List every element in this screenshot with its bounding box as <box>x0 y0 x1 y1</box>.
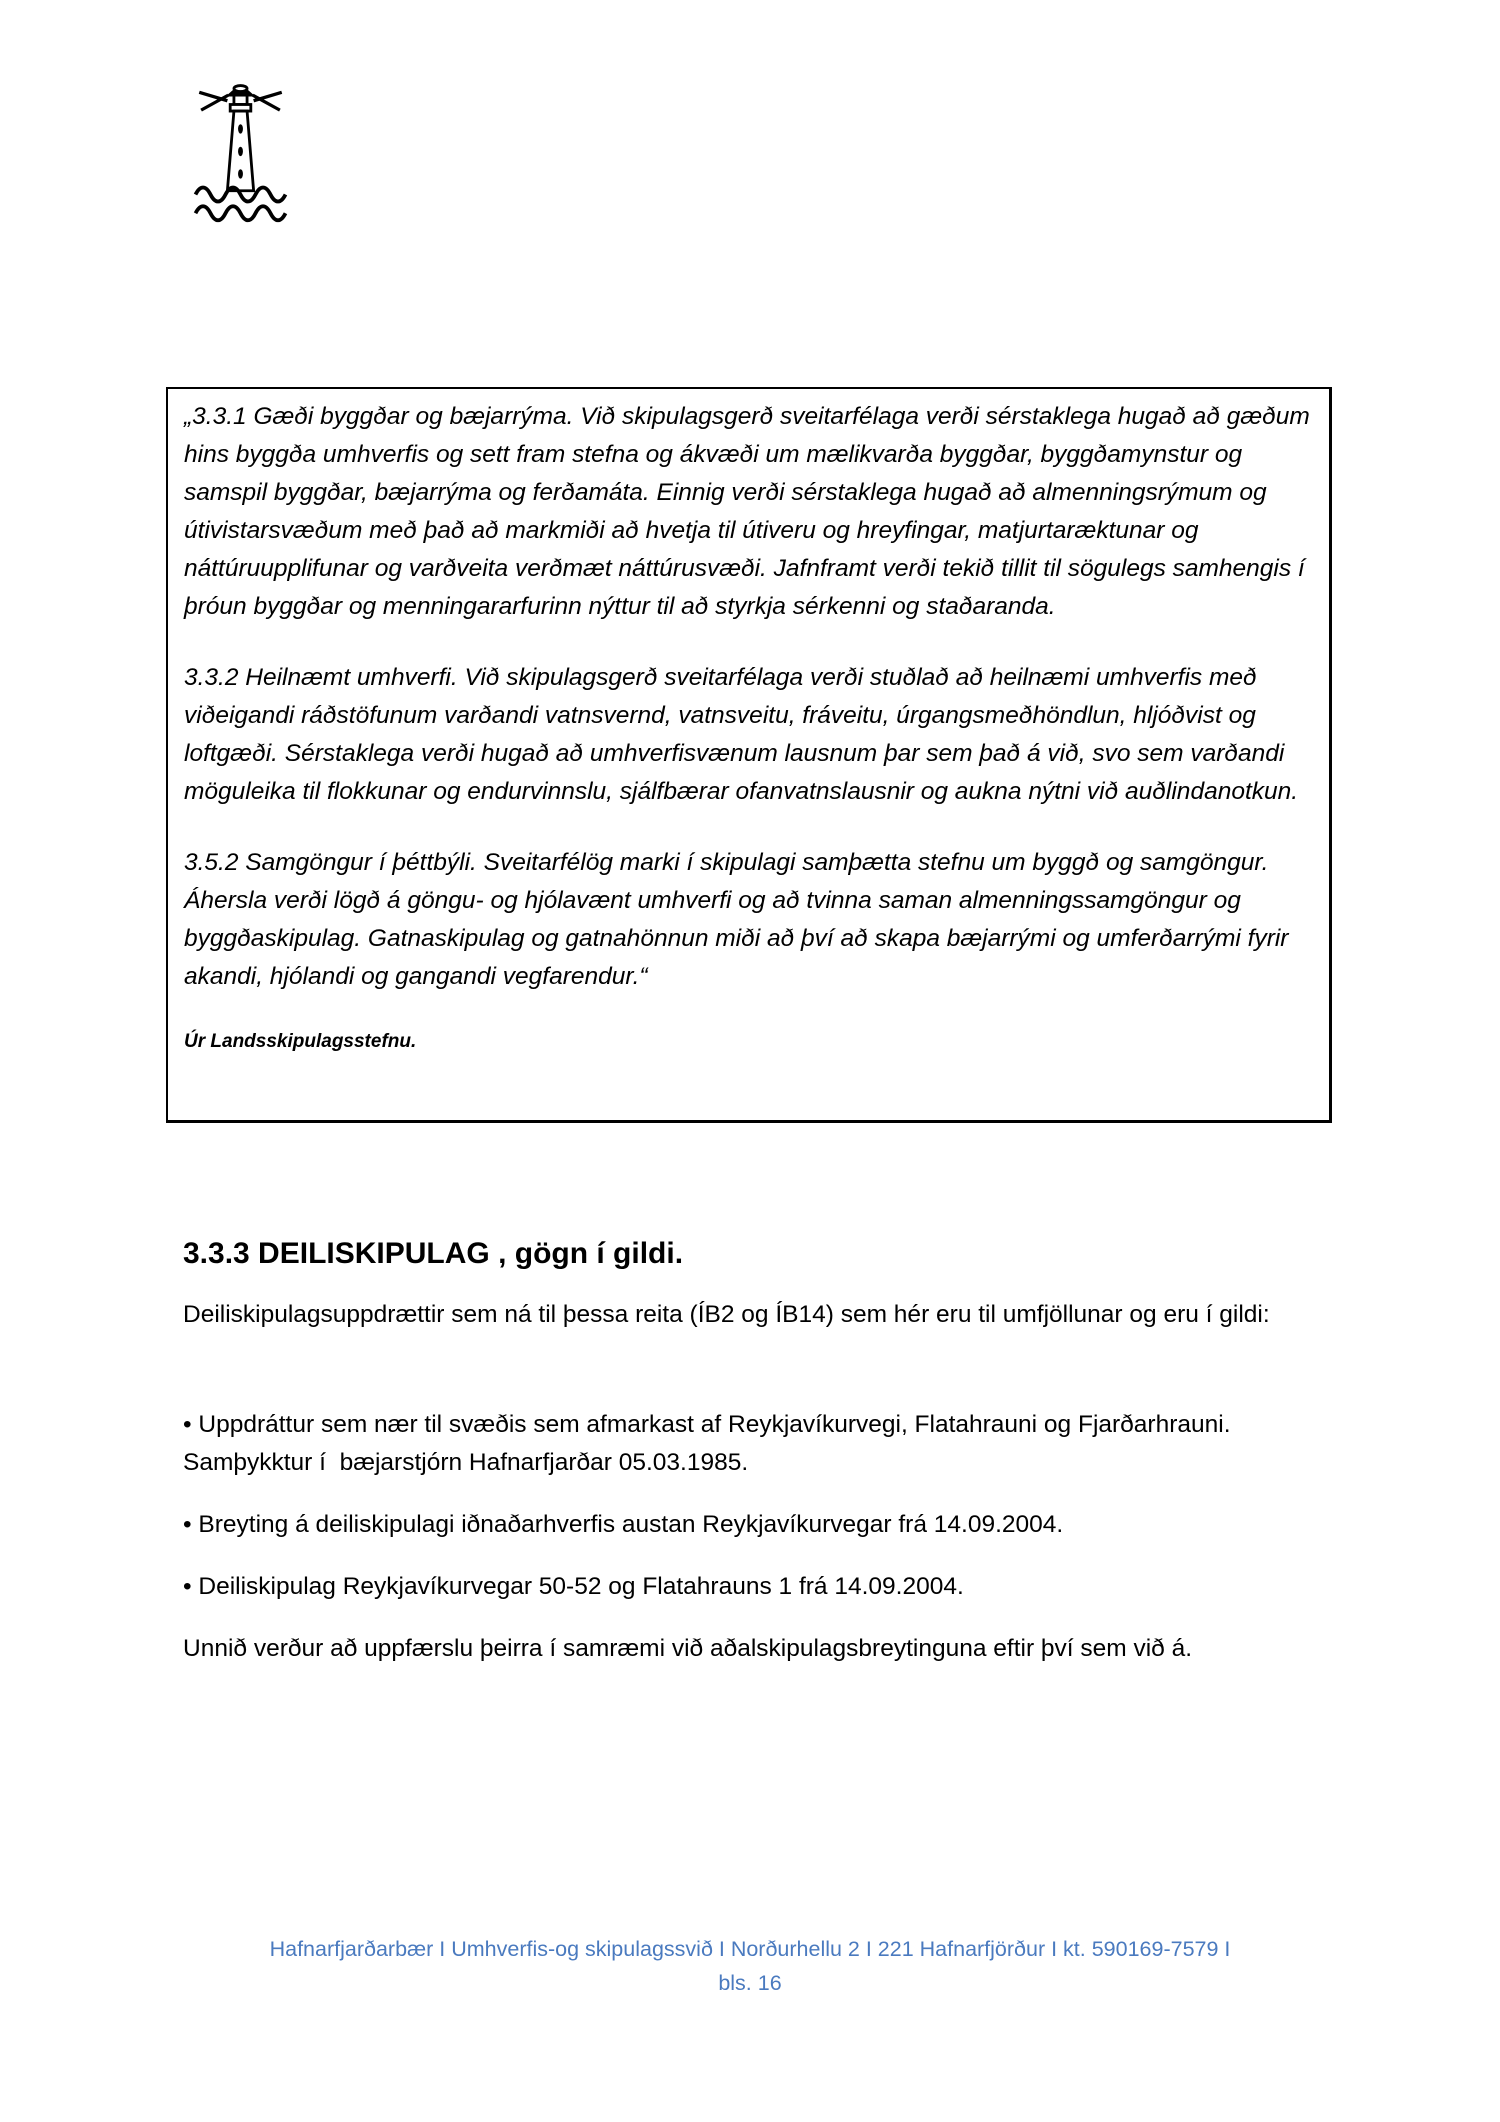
bullet-item-3: • Deiliskipulag Reykjavíkurvegar 50-52 og Flatahrauns 1 frá 14.09.2004. <box>183 1573 964 1600</box>
footer-line1: Hafnarfjarðarbær I Umhverfis-og skipulagssvið I Norðurhellu 2 I 221 Hafnarfjörður I kt. 590169-7579 I <box>269 1937 1231 1961</box>
intro-paragraph: Deiliskipulagsuppdrættir sem ná til þessa reita (ÍB2 og ÍB14) sem hér eru til umfjöllunar og eru í gildi: <box>183 1301 1270 1328</box>
bullet-item-1: • Uppdráttur sem nær til svæðis sem afmarkast af Reykjavíkurvegi, Flatahrauni og Fjarðarhrauni. Samþykktur í bæjarstjórn Hafnarfjarðar 05.03.1985. <box>183 1411 1238 1476</box>
closing-paragraph: Unnið verður að uppfærslu þeirra í samræmi við aðalskipulagsbreytinguna eftir því sem við á. <box>183 1635 1193 1662</box>
quote-paragraph-1: „3.3.1 Gæði byggðar og bæjarrýma. Við skipulagsgerð sveitarfélaga verði sérstaklega hugað að gæðum hins byggða umhverfis og sett fram stefna og ákvæði um mælikvarða byggðar, byggðamynstur og samspil byggðar, bæjarrýma og ferðamáta. Einnig verði sérstaklega hugað að almenningsrýmum og útivistarsvæðum með það að markmiði að hvetja til útiveru og hreyfingar, matjurtaræktunar og náttúruupplifunar og varðveita verðmæt náttúrusvæði. Jafnframt verði tekið tillit til sögulegs samhengis í þróun byggðar og menningararfurinn nýttur til að styrkja sérkenni og staðaranda. <box>184 403 1317 620</box>
lighthouse-logo <box>193 82 288 232</box>
bullet-item-2: • Breyting á deiliskipulagi iðnaðarhverfis austan Reykjavíkurvegar frá 14.09.2004. <box>183 1511 1064 1538</box>
quote-attribution: Úr Landsskipulagsstefnu. <box>184 1031 417 1052</box>
quote-paragraph-2: 3.3.2 Heilnæmt umhverfi. Við skipulagsgerð sveitarfélaga verði stuðlað að heilnæmi umhverfis með viðeigandi ráðstöfunum varðandi vatnsvernd, vatnsveitu, fráveitu, úrgangsmeðhöndlun, hljóðvist og loftgæði. Sérstaklega verði hugað að umhverfisvænum lausnum þar sem það á við, svo sem varðandi möguleika til flokkunar og endurvinnslu, sjálfbærar ofanvatnslausnir og aukna nýtni við auðlindanotkun. <box>184 664 1299 805</box>
page-footer <box>0 1932 1500 2000</box>
quote-paragraph-3: 3.5.2 Samgöngur í þéttbýli. Sveitarfélög marki í skipulagi samþætta stefnu um byggð og samgöngur. Áhersla verði lögð á göngu- og hjólavænt umhverfi og að tvinna saman almenningssamgöngur og byggðaskipulag. Gatnaskipulag og gatnahönnun miði að því að skapa bæjarrými og umferðarrými fyrir akandi, hjólandi og gangandi vegfarendur.“ <box>184 849 1296 990</box>
footer-line2: bls. 16 <box>718 1971 782 1995</box>
section-heading: 3.3.3 DEILISKIPULAG , gögn í gildi. <box>183 1237 684 1270</box>
quote-box <box>166 387 1332 1123</box>
lighthouse-icon <box>193 82 288 232</box>
